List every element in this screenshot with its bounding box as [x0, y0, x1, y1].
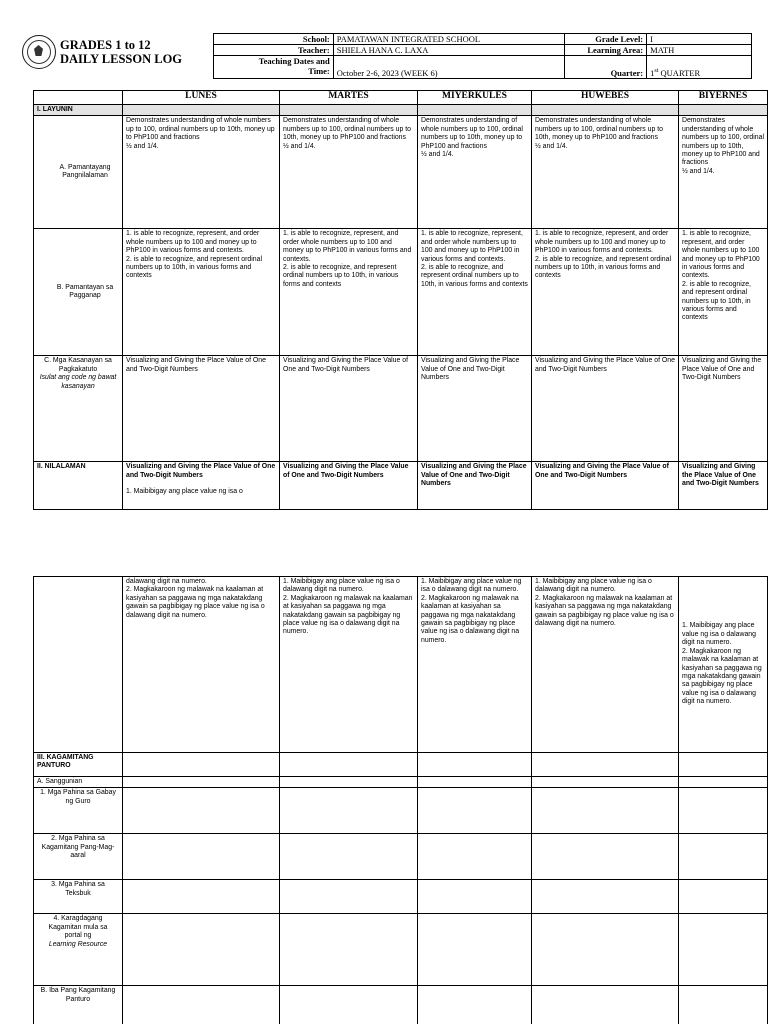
day-header-miyerkules: MIYERKULES [418, 91, 532, 105]
lunes-c-text: Visualizing and Giving the Place Value of One and Two-Digit Numbers [123, 356, 280, 462]
row-label-pamantayan-sa-pagganap: B. Pamantayan sa Pagganap [34, 229, 123, 356]
huwebes-a-text: Demonstrates understanding of whole numbers up to 100, ordinal numbers up to 10th, money up to PhP100 and fractions ½ and 1/4. [532, 116, 679, 229]
biyernes-nilalaman: Visualizing and Giving the Place Value of One and Two-Digit Numbers [679, 462, 768, 510]
teacher-label: Teacher: [214, 45, 334, 56]
brand-line-1: GRADES 1 to 12 [60, 38, 151, 52]
grade-value: I [647, 34, 752, 45]
row-label-iba-pang-kagamitan: B. Iba Pang Kagamitang Panturo [34, 986, 123, 1024]
row-label-teksbuk: 3. Mga Pahina sa Teksbuk [34, 880, 123, 914]
biyernes-objectives: 1. Maibibigay ang place value ng isa o dalawang digit na numero. 2. Magkakaroon ng malawak na kaalaman at kasiyahan sa paggawa ng mga nakatakdang gawain sa pagbibigay ng place value ng isa o dalawang digit na numero. [679, 577, 768, 753]
miyerkules-nilalaman: Visualizing and Giving the Place Value of One and Two-Digit Numbers [418, 462, 532, 510]
martes-a-text: Demonstrates understanding of whole numbers up to 100, ordinal numbers up to 10th, money up to PhP100 and fractions ½ and 1/4. [280, 116, 418, 229]
area-label: Learning Area: [565, 45, 647, 56]
row-label-kagamitang-pang-mag-aaral: 2. Mga Pahina sa Kagamitang Pang-Mag-aaral [34, 834, 123, 880]
huwebes-b-text: 1. is able to recognize, represent, and order whole numbers up to 100 and money up to PhP100 in various forms and contexts. 2. is able to recognize, and represent ordinal numbers up to 10th, in various forms and contexts [532, 229, 679, 356]
teacher-value: SHIELA HANA C. LAXA [333, 45, 565, 56]
martes-c-text: Visualizing and Giving the Place Value of One and Two-Digit Numbers [280, 356, 418, 462]
row-label-gabay-ng-guro: 1. Mga Pahina sa Gabay ng Guro [34, 788, 123, 834]
martes-nilalaman: Visualizing and Giving the Place Value of One and Two-Digit Numbers [280, 462, 418, 510]
corner-cell [34, 91, 123, 105]
row-label-pamantayang-pangnilalaman: A. Pamantayang Pangnilalaman [34, 116, 123, 229]
area-value: MATH [647, 45, 752, 56]
day-header-martes: MARTES [280, 91, 418, 105]
miyerkules-c-text: Visualizing and Giving the Place Value of One and Two-Digit Numbers [418, 356, 532, 462]
biyernes-a-text: Demonstrates understanding of whole numbers up to 100, ordinal numbers up to 10th, money up to PhP100 and fractions ½ and 1/4. [679, 116, 768, 229]
lunes-nilalaman: Visualizing and Giving the Place Value of One and Two-Digit Numbers 1. Maibibigay ang place value ng isa o [123, 462, 280, 510]
deped-seal-icon [22, 35, 56, 69]
row-label-mga-kasanayan: C. Mga Kasanayan sa Pagkakatuto Isulat ang code ng bawat kasanayan [34, 356, 123, 462]
day-header-huwebes: HUWEBES [532, 91, 679, 105]
info-table [213, 33, 752, 79]
code-note: Isulat ang code ng bawat kasanayan [39, 374, 117, 390]
quarter-value: 1st QUARTER [647, 56, 752, 79]
lunes-a-text: Demonstrates understanding of whole numbers up to 100, ordinal numbers up to 10th, money up to PhP100 and fractions ½ and 1/4. [123, 116, 280, 229]
huwebes-nilalaman: Visualizing and Giving the Place Value of One and Two-Digit Numbers [532, 462, 679, 510]
biyernes-c-text: Visualizing and Giving the Place Value of One and Two-Digit Numbers [679, 356, 768, 462]
miyerkules-b-text: 1. is able to recognize, represent, and order whole numbers up to 100 and money up to PhP100 in various forms and contexts. 2. is able to recognize, and represent ordinal numbers up to 10th, in various forms and contexts [418, 229, 532, 356]
day-header-biyernes: BIYERNES [679, 91, 768, 105]
row-label-karagdagang-kagamitan: 4. Karagdagang Kagamitan mula sa portal ng Learning Resource [34, 914, 123, 986]
martes-b-text: 1. is able to recognize, represent, and order whole numbers up to 100 and money up to PhP100 in various forms and contexts. 2. is able to recognize, and represent ordinal numbers up to 10th, in various forms and contexts [280, 229, 418, 356]
lunes-objectives-continued: dalawang digit na numero. 2. Magkakaroon ng malawak na kaalaman at kasiyahan sa paggawa ng mga nakatakdang gawain sa pagbibigay ng place value ng isa o dalawang digit na numero. [123, 577, 280, 753]
grade-label: Grade Level: [565, 34, 647, 45]
lesson-log-table-2 [33, 576, 768, 1024]
school-label: School: [214, 34, 334, 45]
brand-title [60, 39, 182, 66]
huwebes-c-text: Visualizing and Giving the Place Value of One and Two-Digit Numbers [532, 356, 679, 462]
miyerkules-a-text: Demonstrates understanding of whole numbers up to 100, ordinal numbers up to 10th, money up to PhP100 and fractions ½ and 1/4. [418, 116, 532, 229]
lesson-log-header [20, 33, 752, 79]
miyerkules-objectives: 1. Maibibigay ang place value ng isa o dalawang digit na numero. 2. Magkakaroon ng malawak na kaalaman at kasiyahan sa paggawa ng mga nakatakdang gawain sa pagbibigay ng place value ng isa o dalawang digit na numero. [418, 577, 532, 753]
section-kagamitang-panturo: III. KAGAMITANG PANTURO [34, 753, 123, 777]
huwebes-objectives: 1. Maibibigay ang place value ng isa o dalawang digit na numero. 2. Magkakaroon ng malawak na kaalaman at kasiyahan sa paggawa ng mga nakatakdang gawain sa pagbibigay ng place value ng isa o dalawang digit na numero. [532, 577, 679, 753]
lesson-log-table-1 [33, 90, 768, 510]
continued-label-cell [34, 577, 123, 753]
section-nilalaman: II. NILALAMAN [34, 462, 123, 510]
school-value: PAMATAWAN INTEGRATED SCHOOL [333, 34, 565, 45]
day-header-lunes: LUNES [123, 91, 280, 105]
brand-line-2: DAILY LESSON LOG [60, 51, 183, 66]
quarter-label: Quarter: [565, 56, 647, 79]
lunes-b-text: 1. is able to recognize, represent, and order whole numbers up to 100 and money up to PhP100 in various forms and contexts. 2. is able to recognize, and represent ordinal numbers up to 10th, in various forms and contexts [123, 229, 280, 356]
row-label-sanggunian: A. Sanggunian [34, 777, 123, 788]
biyernes-b-text: 1. is able to recognize, represent, and order whole numbers up to 100 and money up to PhP100 in various forms and contexts. 2. is able to recognize, and represent ordinal numbers up to 10th, in various forms and contexts [679, 229, 768, 356]
martes-objectives: 1. Maibibigay ang place value ng isa o dalawang digit na numero. 2. Magkakaroon ng malawak na kaalaman at kasiyahan sa paggawa ng mga nakatakdang gawain sa pagbibigay ng place value ng isa o dalawang digit na numero. [280, 577, 418, 753]
dates-value: October 2-6, 2023 (WEEK 6) [333, 56, 565, 79]
section-layunin: I. LAYUNIN [34, 105, 123, 116]
dates-label: Teaching Dates and Time: [214, 56, 334, 79]
